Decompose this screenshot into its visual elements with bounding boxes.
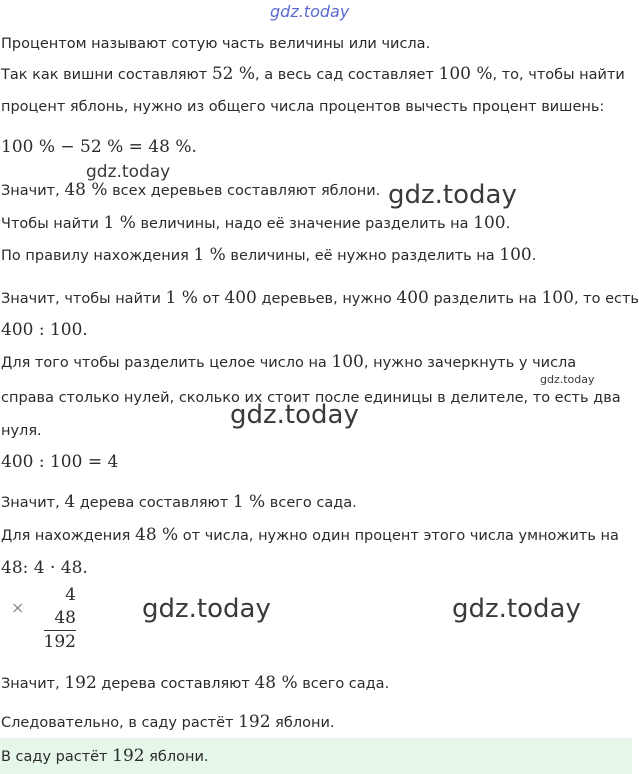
text-line-1: Процентом называют сотую часть величины или числа. — [1, 36, 431, 52]
text-line-12: нуля. — [1, 423, 42, 439]
product: 192 — [43, 632, 76, 652]
text-line-11: справа столько нулей, сколько их стоит после единицы в делителе, то есть два — [1, 390, 621, 406]
watermark-top: gdz.today — [270, 2, 350, 21]
formula-multiplication: 48: 4 · 48. — [1, 558, 88, 578]
text-line-6: Чтобы найти 1 % величины, надо её значение разделить на 100. — [1, 213, 511, 233]
text-line-7: По правилу нахождения 1 % величины, её нужно разделить на 100. — [1, 245, 537, 265]
formula-subtraction: 100 % − 52 % = 48 %. — [1, 137, 197, 157]
multiplicand: 4 — [65, 585, 76, 605]
watermark-5: gdz.today — [142, 594, 271, 624]
watermark-6: gdz.today — [452, 594, 581, 624]
text-line-10: Для того чтобы разделить целое число на 100, нужно зачеркнуть у числа — [1, 352, 577, 372]
multiplication-sign: × — [11, 598, 25, 617]
watermark-1: gdz.today — [86, 162, 171, 182]
watermark-3: gdz.today — [540, 373, 595, 386]
text-line-18: Следовательно, в саду растёт 192 яблони. — [1, 712, 335, 732]
text-line-2: Так как вишни составляют 52 %, а весь сад составляет 100 %, то, чтобы найти — [1, 64, 625, 84]
answer-box — [0, 738, 632, 774]
text-line-8: Значит, чтобы найти 1 % от 400 деревьев, нужно 400 разделить на 100, то есть — [1, 288, 639, 308]
answer-text: В саду растёт 192 яблони. — [1, 746, 209, 766]
text-line-15: Для нахождения 48 % от числа, нужно один процент этого числа умножить на — [1, 525, 619, 545]
text-line-5: Значит, 48 % всех деревьев составляют яблони. — [1, 180, 381, 200]
text-line-17: Значит, 192 дерева составляют 48 % всего сада. — [1, 673, 390, 693]
multiplication-bar — [44, 630, 76, 631]
watermark-4: gdz.today — [230, 400, 359, 430]
formula-division: 400 : 100. — [1, 320, 88, 340]
text-line-14: Значит, 4 дерева составляют 1 % всего сада. — [1, 492, 357, 512]
watermark-2: gdz.today — [388, 180, 517, 210]
multiplier: 48 — [54, 608, 76, 628]
text-line-3: процент яблонь, нужно из общего числа процентов вычесть процент вишень: — [1, 99, 605, 115]
formula-division-result: 400 : 100 = 4 — [1, 452, 119, 472]
